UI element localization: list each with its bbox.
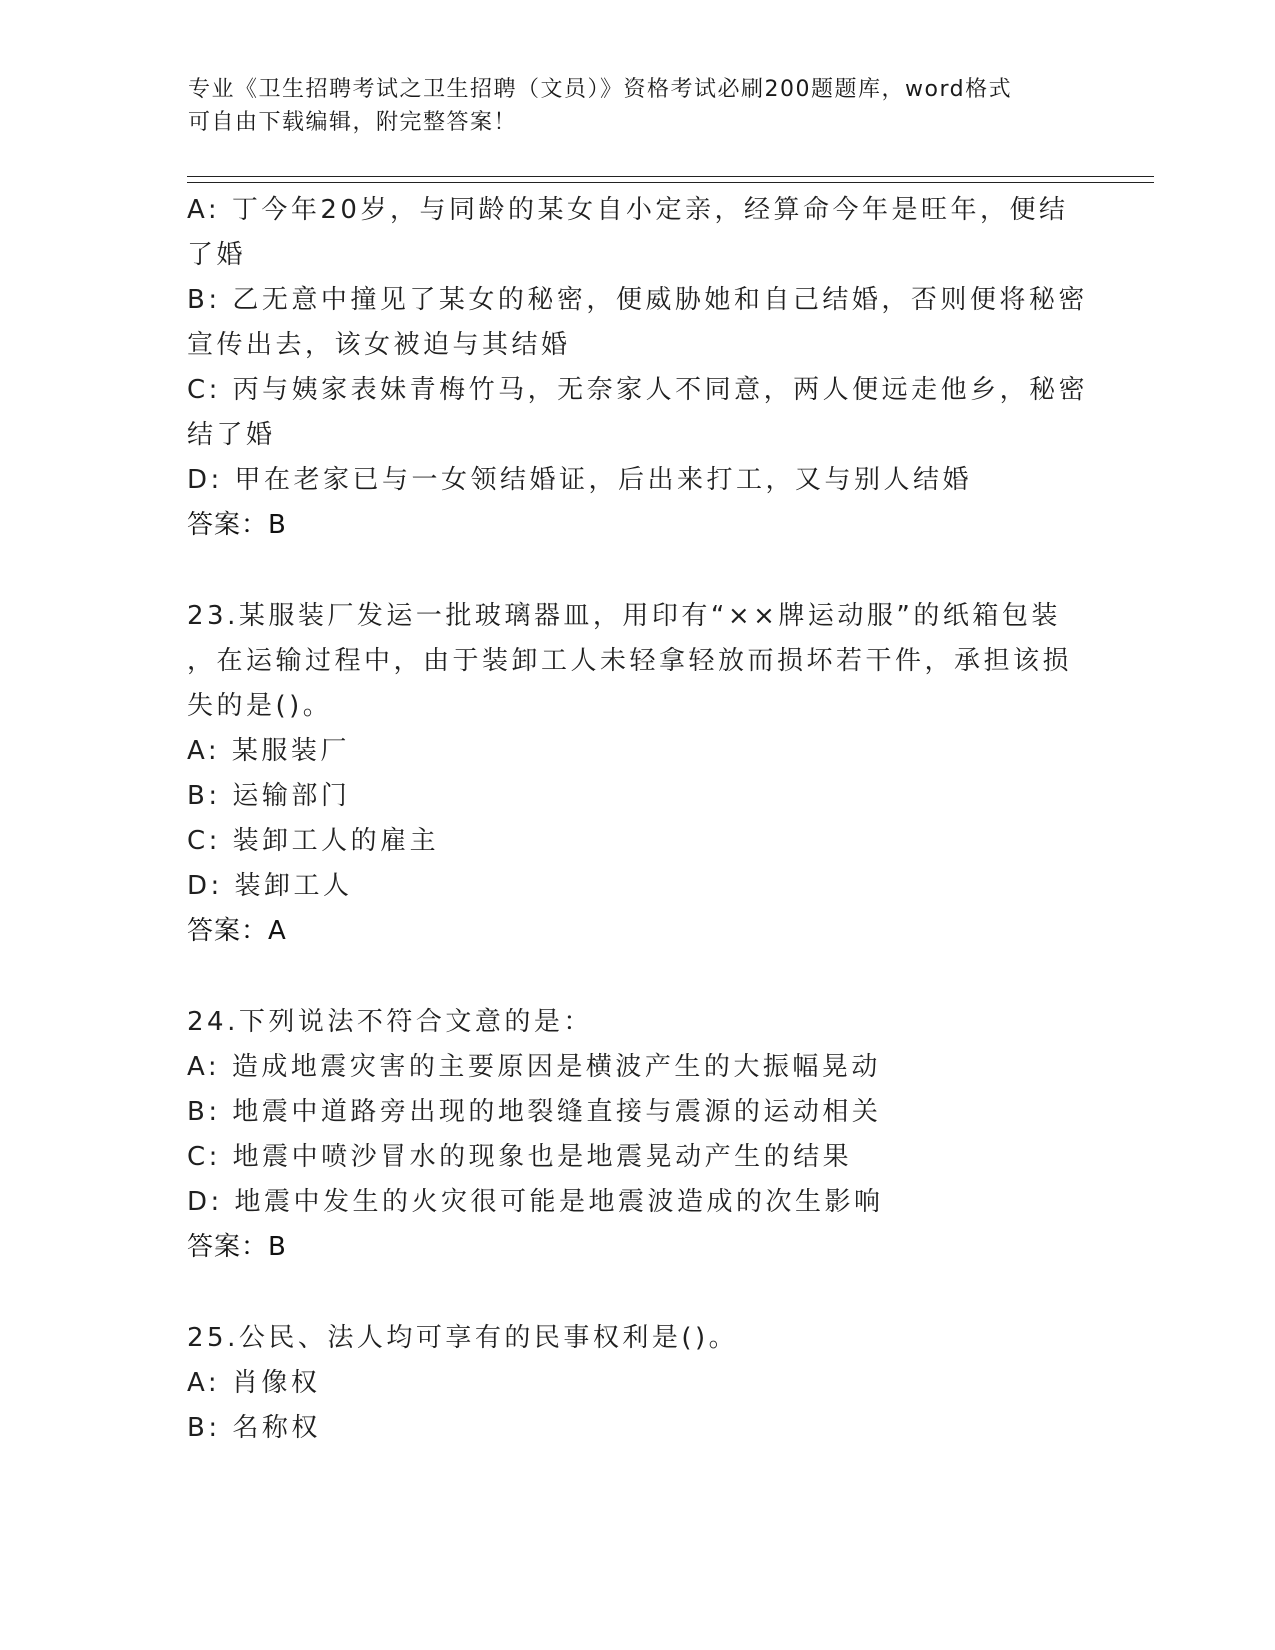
document-header: [188, 73, 1068, 139]
question-22: [187, 188, 1087, 548]
option-a-line-1: A: 丁今年20岁，与同龄的某女自小定亲，经算命今年是旺年，便结: [187, 195, 1069, 225]
question-stem: 25.公民、法人均可享有的民事权利是()。: [187, 1323, 739, 1353]
option-b: B: 运输部门: [187, 781, 351, 811]
answer: 答案：B: [187, 510, 287, 540]
option-a: A: 造成地震灾害的主要原因是横波产生的大振幅晃动: [187, 1052, 881, 1082]
answer: 答案：B: [187, 1232, 287, 1262]
option-b: B: 名称权: [187, 1413, 321, 1443]
header-line-2: 可自由下载编辑，附完整答案！: [188, 110, 518, 135]
option-c-line-1: C: 丙与姨家表妹青梅竹马，无奈家人不同意，两人便远走他乡，秘密: [187, 375, 1089, 405]
question-list: [187, 188, 1087, 1451]
spacer: [187, 1270, 1087, 1316]
option-a: A: 肖像权: [187, 1368, 321, 1398]
option-c: C: 装卸工人的雇主: [187, 826, 440, 856]
option-c-line-2: 结了婚: [187, 420, 276, 450]
header-divider-bottom: [187, 182, 1154, 183]
option-d: D: 地震中发生的火灾很可能是地震波造成的次生影响: [187, 1187, 884, 1217]
answer: 答案：A: [187, 916, 287, 946]
question-stem: 24.下列说法不符合文意的是：: [187, 1007, 593, 1037]
question-23: [187, 594, 1087, 954]
header-divider-top: [187, 176, 1154, 177]
option-b: B: 地震中道路旁出现的地裂缝直接与震源的运动相关: [187, 1097, 882, 1127]
option-d: D: 甲在老家已与一女领结婚证，后出来打工，又与别人结婚: [187, 465, 973, 495]
option-c: C: 地震中喷沙冒水的现象也是地震晃动产生的结果: [187, 1142, 853, 1172]
option-a-line-2: 了婚: [187, 240, 247, 270]
question-24: [187, 1000, 1087, 1270]
spacer: [187, 548, 1087, 594]
option-a: A: 某服装厂: [187, 736, 350, 766]
question-25: [187, 1316, 1087, 1451]
option-d: D: 装卸工人: [187, 871, 353, 901]
question-stem-line-1: 23.某服装厂发运一批玻璃器皿，用印有“××牌运动服”的纸箱包装: [187, 601, 1061, 631]
spacer: [187, 954, 1087, 1000]
question-stem-line-2: ，在运输过程中，由于装卸工人未轻拿轻放而损坏若干件，承担该损: [187, 646, 1073, 676]
option-b-line-2: 宣传出去，该女被迫与其结婚: [187, 330, 571, 360]
header-line-1: 专业《卫生招聘考试之卫生招聘（文员）》资格考试必刷200题题库，word格式: [188, 77, 1013, 102]
question-stem-line-3: 失的是()。: [187, 691, 333, 721]
option-b-line-1: B: 乙无意中撞见了某女的秘密，便威胁她和自己结婚，否则便将秘密: [187, 285, 1088, 315]
